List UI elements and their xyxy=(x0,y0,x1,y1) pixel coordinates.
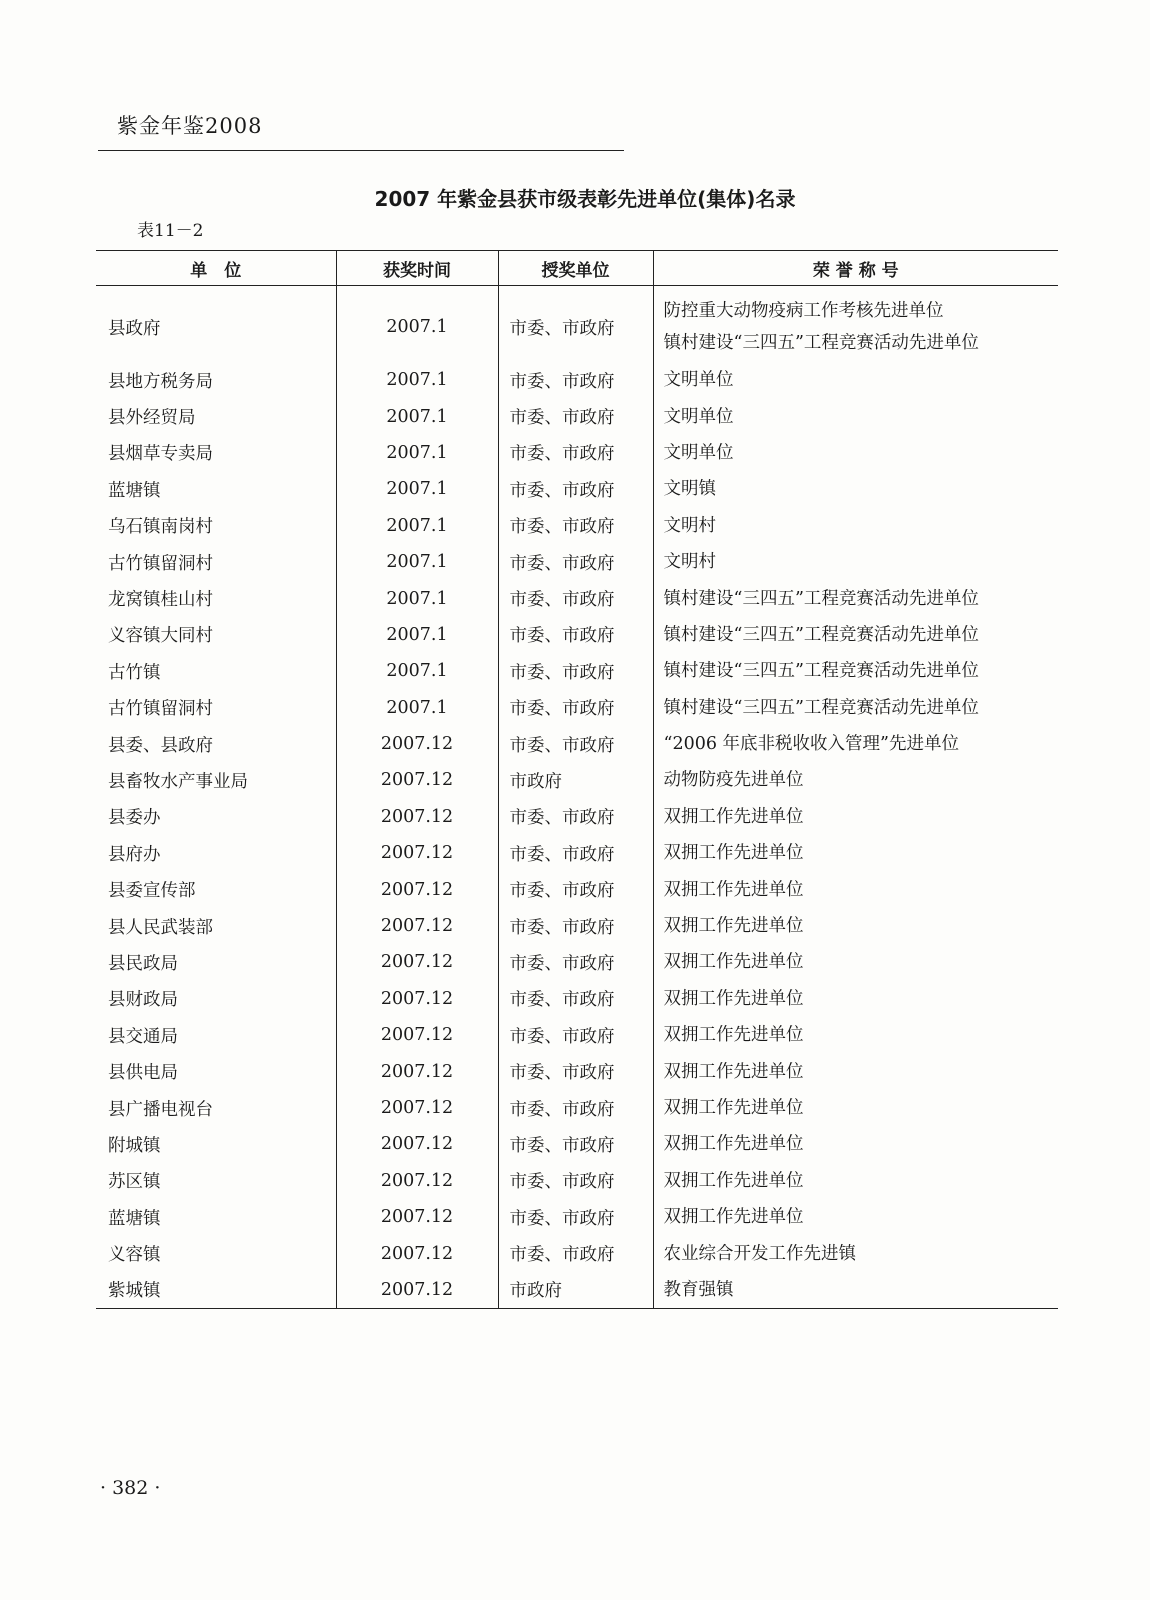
cell-awarder: 市委、市政府 xyxy=(498,580,653,616)
table-row xyxy=(96,653,1058,689)
cell-unit: 蓝塘镇 xyxy=(108,480,161,501)
honor-title: 双拥工作先进单位 xyxy=(663,1134,804,1155)
table-row xyxy=(96,981,1058,1017)
cell-date: 2007.12 xyxy=(336,908,498,944)
table-row xyxy=(96,1272,1058,1309)
table-row xyxy=(96,726,1058,762)
cell-date: 2007.12 xyxy=(336,1053,498,1089)
cell-date: 2007.12 xyxy=(336,762,498,798)
cell-awarder: 市委、市政府 xyxy=(498,1017,653,1053)
cell-date: 2007.12 xyxy=(336,1090,498,1126)
cell-awarder: 市委、市政府 xyxy=(498,726,653,762)
honor-title: 双拥工作先进单位 xyxy=(663,806,804,827)
cell-honor xyxy=(653,286,1058,363)
cell-date: 2007.1 xyxy=(336,617,498,653)
honor-title: 双拥工作先进单位 xyxy=(663,1025,804,1046)
cell-date: 2007.12 xyxy=(336,1163,498,1199)
cell-honor xyxy=(653,580,1058,616)
cell-date: 2007.12 xyxy=(336,944,498,980)
cell-date: 2007.1 xyxy=(336,398,498,434)
cell-awarder: 市委、市政府 xyxy=(498,286,653,363)
cell-honor xyxy=(653,1199,1058,1235)
cell-awarder: 市委、市政府 xyxy=(498,1235,653,1271)
cell-date: 2007.12 xyxy=(336,1126,498,1162)
cell-honor xyxy=(653,871,1058,907)
honor-title: 镇村建设“三四五”工程竞赛活动先进单位 xyxy=(663,588,979,609)
table-header-row xyxy=(96,251,1058,286)
table-number: 表11－2 xyxy=(137,221,204,241)
cell-unit: 龙窝镇桂山村 xyxy=(108,590,213,611)
honor-title: 农业综合开发工作先进镇 xyxy=(663,1243,856,1264)
cell-awarder: 市政府 xyxy=(498,762,653,798)
cell-date: 2007.12 xyxy=(336,1199,498,1235)
cell-awarder: 市委、市政府 xyxy=(498,362,653,398)
cell-honor xyxy=(653,762,1058,798)
cell-unit: 县外经贸局 xyxy=(108,408,196,429)
honor-title: 双拥工作先进单位 xyxy=(663,916,804,937)
table-row xyxy=(96,1163,1058,1199)
cell-unit: 县人民武装部 xyxy=(108,917,213,938)
cell-date: 2007.1 xyxy=(336,435,498,471)
table-row xyxy=(96,799,1058,835)
honor-title: 双拥工作先进单位 xyxy=(663,988,804,1009)
cell-awarder: 市委、市政府 xyxy=(498,981,653,1017)
cell-awarder: 市委、市政府 xyxy=(498,871,653,907)
cell-unit: 义容镇大同村 xyxy=(108,626,213,647)
cell-unit: 古竹镇留洞村 xyxy=(108,553,213,574)
table-title: 2007 年紫金县获市级表彰先进单位(集体)名录 xyxy=(374,187,796,211)
honor-title: 文明单位 xyxy=(663,370,734,391)
honor-title: 双拥工作先进单位 xyxy=(663,879,804,900)
cell-awarder: 市委、市政府 xyxy=(498,944,653,980)
cell-date: 2007.1 xyxy=(336,580,498,616)
cell-honor xyxy=(653,944,1058,980)
table-row xyxy=(96,762,1058,798)
cell-unit: 县地方税务局 xyxy=(108,371,213,392)
cell-honor xyxy=(653,653,1058,689)
cell-date: 2007.12 xyxy=(336,1235,498,1271)
cell-unit: 古竹镇 xyxy=(108,662,161,683)
cell-honor xyxy=(653,690,1058,726)
honor-title: 镇村建设“三四五”工程竞赛活动先进单位 xyxy=(663,333,979,353)
cell-honor xyxy=(653,471,1058,507)
cell-date: 2007.12 xyxy=(336,1017,498,1053)
cell-honor xyxy=(653,726,1058,762)
honor-title: 镇村建设“三四五”工程竞赛活动先进单位 xyxy=(663,624,979,645)
cell-awarder: 市委、市政府 xyxy=(498,471,653,507)
cell-date: 2007.12 xyxy=(336,871,498,907)
cell-unit: 县委宣传部 xyxy=(108,881,196,902)
cell-date: 2007.12 xyxy=(336,835,498,871)
cell-unit: 县财政局 xyxy=(108,990,178,1011)
honor-title: “2006 年底非税收收入管理”先进单位 xyxy=(663,734,959,755)
page-number: · 382 · xyxy=(100,1477,161,1499)
cell-unit: 县畜牧水产事业局 xyxy=(108,771,248,792)
cell-date: 2007.1 xyxy=(336,362,498,398)
cell-date: 2007.12 xyxy=(336,981,498,1017)
cell-unit: 义容镇 xyxy=(108,1245,161,1266)
table-row xyxy=(96,1053,1058,1089)
cell-awarder: 市委、市政府 xyxy=(498,653,653,689)
honor-title: 双拥工作先进单位 xyxy=(663,1061,804,1082)
cell-awarder: 市委、市政府 xyxy=(498,1053,653,1089)
running-head: 紫金年鉴2008 xyxy=(117,114,263,138)
cell-date: 2007.1 xyxy=(336,286,498,363)
column-header-awarder: 授奖单位 xyxy=(498,251,653,286)
honor-title: 镇村建设“三四五”工程竞赛活动先进单位 xyxy=(663,661,979,682)
cell-date: 2007.1 xyxy=(336,690,498,726)
honor-title: 双拥工作先进单位 xyxy=(663,1207,804,1228)
table-row xyxy=(96,544,1058,580)
cell-unit: 县供电局 xyxy=(108,1063,178,1084)
cell-honor xyxy=(653,544,1058,580)
cell-date: 2007.1 xyxy=(336,653,498,689)
table-row xyxy=(96,471,1058,507)
cell-honor xyxy=(653,617,1058,653)
cell-honor xyxy=(653,362,1058,398)
honor-title: 双拥工作先进单位 xyxy=(663,1170,804,1191)
cell-honor xyxy=(653,799,1058,835)
table-row xyxy=(96,690,1058,726)
table-row xyxy=(96,1126,1058,1162)
cell-awarder: 市委、市政府 xyxy=(498,1090,653,1126)
table-row xyxy=(96,908,1058,944)
cell-awarder: 市委、市政府 xyxy=(498,1126,653,1162)
cell-unit: 县民政局 xyxy=(108,953,178,974)
table-row xyxy=(96,617,1058,653)
cell-awarder: 市委、市政府 xyxy=(498,398,653,434)
table-row xyxy=(96,286,1058,363)
honor-title: 文明单位 xyxy=(663,442,734,463)
cell-awarder: 市委、市政府 xyxy=(498,435,653,471)
cell-date: 2007.1 xyxy=(336,471,498,507)
cell-awarder: 市委、市政府 xyxy=(498,835,653,871)
table-row xyxy=(96,1090,1058,1126)
table-row xyxy=(96,580,1058,616)
award-table xyxy=(96,250,1058,1309)
table-row xyxy=(96,398,1058,434)
cell-unit: 紫城镇 xyxy=(108,1281,161,1302)
cell-unit: 乌石镇南岗村 xyxy=(108,517,213,538)
cell-awarder: 市委、市政府 xyxy=(498,1199,653,1235)
cell-unit: 县府办 xyxy=(108,844,161,865)
header-rule xyxy=(98,150,624,151)
cell-unit: 县交通局 xyxy=(108,1026,178,1047)
cell-unit: 古竹镇留洞村 xyxy=(108,699,213,720)
cell-honor xyxy=(653,1090,1058,1126)
table-row xyxy=(96,1235,1058,1271)
honor-title: 双拥工作先进单位 xyxy=(663,1098,804,1118)
cell-awarder: 市委、市政府 xyxy=(498,508,653,544)
column-header-date: 获奖时间 xyxy=(336,251,498,286)
column-header-unit: 单 位 xyxy=(96,251,336,286)
cell-awarder: 市委、市政府 xyxy=(498,1163,653,1199)
table-row xyxy=(96,1199,1058,1235)
honor-title: 双拥工作先进单位 xyxy=(663,952,804,973)
cell-date: 2007.1 xyxy=(336,544,498,580)
honor-title: 文明村 xyxy=(663,515,716,536)
cell-honor xyxy=(653,1163,1058,1199)
table-row xyxy=(96,435,1058,471)
table-row xyxy=(96,871,1058,907)
cell-awarder: 市委、市政府 xyxy=(498,617,653,653)
cell-unit: 附城镇 xyxy=(108,1135,161,1156)
cell-honor xyxy=(653,908,1058,944)
table-row xyxy=(96,835,1058,871)
table-row xyxy=(96,944,1058,980)
cell-unit: 县广播电视台 xyxy=(108,1099,213,1120)
table-row xyxy=(96,508,1058,544)
cell-honor xyxy=(653,981,1058,1017)
cell-awarder: 市委、市政府 xyxy=(498,690,653,726)
cell-honor xyxy=(653,508,1058,544)
honor-title: 教育强镇 xyxy=(663,1279,734,1300)
cell-date: 2007.12 xyxy=(336,799,498,835)
table-body xyxy=(96,286,1058,1309)
cell-awarder: 市委、市政府 xyxy=(498,544,653,580)
cell-date: 2007.1 xyxy=(336,508,498,544)
cell-honor xyxy=(653,1017,1058,1053)
honor-title: 防控重大动物疫病工作考核先进单位 xyxy=(663,301,944,321)
cell-awarder: 市政府 xyxy=(498,1272,653,1309)
cell-unit: 蓝塘镇 xyxy=(108,1208,161,1229)
cell-unit: 县烟草专卖局 xyxy=(108,444,213,465)
honor-title: 文明村 xyxy=(663,552,716,573)
cell-honor xyxy=(653,1235,1058,1271)
cell-honor xyxy=(653,398,1058,434)
cell-honor xyxy=(653,435,1058,471)
cell-awarder: 市委、市政府 xyxy=(498,908,653,944)
honor-title: 双拥工作先进单位 xyxy=(663,843,804,864)
cell-date: 2007.12 xyxy=(336,1272,498,1309)
cell-unit: 县委、县政府 xyxy=(108,735,213,756)
cell-honor xyxy=(653,1053,1058,1089)
honor-title: 文明镇 xyxy=(663,479,716,500)
cell-honor xyxy=(653,1126,1058,1162)
cell-unit: 苏区镇 xyxy=(108,1172,161,1193)
cell-awarder: 市委、市政府 xyxy=(498,799,653,835)
cell-date: 2007.12 xyxy=(336,726,498,762)
cell-honor xyxy=(653,835,1058,871)
cell-unit: 县政府 xyxy=(108,318,161,339)
table-row xyxy=(96,1017,1058,1053)
cell-unit: 县委办 xyxy=(108,808,161,829)
honor-title: 动物防疫先进单位 xyxy=(663,770,804,791)
column-header-honor: 荣 誉 称 号 xyxy=(653,251,1058,286)
cell-honor xyxy=(653,1272,1058,1309)
table-row xyxy=(96,362,1058,398)
honor-title: 镇村建设“三四五”工程竞赛活动先进单位 xyxy=(663,697,979,718)
honor-title: 文明单位 xyxy=(663,406,734,427)
